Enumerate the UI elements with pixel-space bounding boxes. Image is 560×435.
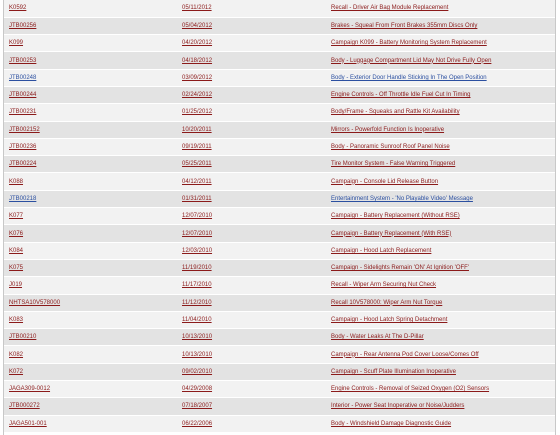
table-cell — [177, 52, 326, 69]
recall-id-link[interactable]: K084 — [9, 247, 24, 254]
table-row — [4, 208, 555, 225]
recall-date-link[interactable]: 12/07/2010 — [182, 213, 213, 220]
table-row — [4, 190, 555, 207]
recall-description-link[interactable]: Engine Controls - Removal of Seized Oxygen (O2) Sensors — [331, 386, 490, 393]
recall-description-link[interactable]: Mirrors - Powerfold Function Is Inoperative — [331, 126, 445, 133]
table-cell — [4, 190, 177, 207]
recall-date-link[interactable]: 04/18/2012 — [182, 57, 213, 64]
recall-description-link[interactable]: Campaign - Hood Latch Replacement — [331, 247, 432, 254]
recall-id-link[interactable]: JAGA309-0012 — [9, 386, 51, 393]
table-row — [4, 0, 555, 17]
table-row — [4, 294, 555, 311]
table-row — [4, 156, 555, 173]
recall-date-link[interactable]: 11/19/2010 — [182, 265, 212, 272]
table-cell — [326, 173, 555, 190]
recall-id-link[interactable]: JTB00224 — [9, 161, 37, 168]
table-cell — [326, 415, 555, 432]
table-cell — [4, 329, 177, 346]
table-cell — [326, 190, 555, 207]
table-cell — [177, 0, 326, 17]
table-row — [4, 311, 555, 328]
table-cell — [326, 0, 555, 17]
table-cell — [326, 311, 555, 328]
recall-id-link[interactable]: J019 — [9, 282, 23, 289]
table-cell — [177, 415, 326, 432]
table-cell — [4, 17, 177, 34]
table-cell — [4, 104, 177, 121]
recall-description-link[interactable]: Tire Monitor System - False Warning Triggered — [331, 161, 456, 168]
table-row — [4, 52, 555, 69]
recall-id-link[interactable]: K088 — [9, 178, 24, 185]
table-cell — [326, 259, 555, 276]
table-cell — [4, 277, 177, 294]
recall-id-link[interactable]: K0592 — [9, 5, 27, 12]
table-cell — [4, 242, 177, 259]
recall-date-link[interactable]: 11/04/2010 — [182, 316, 212, 323]
table-cell — [177, 294, 326, 311]
recall-description-link[interactable]: Campaign - Battery Replacement (Without RSE) — [331, 213, 460, 220]
table-cell — [177, 242, 326, 259]
recall-id-link[interactable]: K077 — [9, 213, 24, 220]
recalls-table — [4, 0, 555, 433]
recall-id-link[interactable]: JTB000272 — [9, 403, 40, 410]
table-cell — [4, 415, 177, 432]
table-cell — [177, 69, 326, 86]
table-cell — [177, 259, 326, 276]
recall-id-link[interactable]: JTB00256 — [9, 22, 37, 29]
recall-date-link[interactable]: 03/09/2012 — [182, 74, 213, 81]
recall-id-link[interactable]: JTB00248 — [9, 74, 37, 81]
recall-id-link[interactable]: JTB00218 — [9, 195, 37, 202]
recall-date-link[interactable]: 09/02/2010 — [182, 368, 213, 375]
recall-description-link[interactable]: Interior - Power Seat Inoperative or Noise/Judders — [331, 403, 465, 410]
recall-id-link[interactable]: JAGA501-001 — [9, 420, 47, 427]
recall-description-link[interactable]: Body - Windshield Damage Diagnostic Guide — [331, 420, 452, 427]
table-row — [4, 259, 555, 276]
table-cell — [177, 138, 326, 155]
recall-date-link[interactable]: 02/24/2012 — [182, 92, 213, 99]
table-cell — [177, 346, 326, 363]
recall-id-link[interactable]: JTB00244 — [9, 92, 37, 99]
table-cell — [326, 104, 555, 121]
recalls-panel — [3, 0, 556, 435]
table-cell — [326, 398, 555, 415]
table-row — [4, 329, 555, 346]
table-cell — [4, 346, 177, 363]
table-cell — [4, 294, 177, 311]
table-row — [4, 346, 555, 363]
recall-id-link[interactable]: K075 — [9, 265, 24, 272]
recall-id-link[interactable]: JTB00253 — [9, 57, 37, 64]
table-cell — [4, 173, 177, 190]
table-cell — [4, 156, 177, 173]
recall-description-link[interactable]: Body - Water Leaks At The D-Pillar — [331, 334, 424, 341]
table-cell — [177, 329, 326, 346]
table-cell — [326, 225, 555, 242]
recall-description-link[interactable]: Campaign K099 - Battery Monitoring System Replacement — [331, 40, 487, 47]
recall-id-link[interactable]: JTB00210 — [9, 334, 37, 341]
recall-id-link[interactable]: K082 — [9, 351, 24, 358]
recall-description-link[interactable]: Campaign - Sidelights Remain 'ON' At Ignition 'OFF' — [331, 265, 469, 272]
recall-date-link[interactable]: 04/20/2012 — [182, 40, 213, 47]
table-row — [4, 69, 555, 86]
recall-id-link[interactable]: JTB00231 — [9, 109, 37, 116]
table-cell — [326, 35, 555, 52]
recall-date-link[interactable]: 05/25/2011 — [182, 161, 212, 168]
table-cell — [326, 381, 555, 398]
table-cell — [4, 121, 177, 138]
table-cell — [326, 208, 555, 225]
table-row — [4, 363, 555, 380]
recall-description-link[interactable]: Body - Panoramic Sunroof Roof Panel Noise — [331, 144, 450, 151]
table-cell — [326, 329, 555, 346]
table-cell — [4, 398, 177, 415]
table-row — [4, 104, 555, 121]
table-cell — [4, 35, 177, 52]
table-cell — [326, 242, 555, 259]
table-cell — [177, 311, 326, 328]
table-cell — [326, 363, 555, 380]
recalls-table-body — [4, 0, 555, 432]
recall-date-link[interactable]: 11/12/2010 — [182, 299, 212, 306]
recall-date-link[interactable]: 05/11/2012 — [182, 5, 212, 12]
table-cell — [4, 52, 177, 69]
table-cell — [4, 0, 177, 17]
table-cell — [177, 363, 326, 380]
recall-description-link[interactable]: Body - Luggage Compartment Lid May Not Drive Fully Open — [331, 57, 492, 64]
recall-date-link[interactable]: 04/12/2011 — [182, 178, 212, 185]
table-cell — [177, 381, 326, 398]
recall-description-link[interactable]: Engine Controls - Off Throttle Idle Fuel Cut In Timing — [331, 92, 471, 99]
recall-date-link[interactable]: 04/29/2008 — [182, 386, 213, 393]
recall-date-link[interactable]: 09/19/2011 — [182, 144, 212, 151]
table-row — [4, 277, 555, 294]
recall-date-link[interactable]: 10/13/2010 — [182, 351, 213, 358]
recall-id-link[interactable]: K083 — [9, 316, 24, 323]
table-row — [4, 398, 555, 415]
table-cell — [4, 138, 177, 155]
table-row — [4, 17, 555, 34]
recall-id-link[interactable]: K099 — [9, 40, 24, 47]
recall-id-link[interactable]: JTB002152 — [9, 126, 40, 133]
table-cell — [4, 363, 177, 380]
table-cell — [326, 17, 555, 34]
table-cell — [177, 190, 326, 207]
table-cell — [177, 156, 326, 173]
table-cell — [177, 173, 326, 190]
recall-id-link[interactable]: K072 — [9, 368, 24, 375]
table-cell — [326, 69, 555, 86]
recall-date-link[interactable]: 10/13/2010 — [182, 334, 213, 341]
table-row — [4, 415, 555, 432]
table-row — [4, 173, 555, 190]
table-row — [4, 35, 555, 52]
table-cell — [326, 52, 555, 69]
table-cell — [326, 156, 555, 173]
table-cell — [4, 225, 177, 242]
recall-description-link[interactable]: Campaign - Console Lid Release Button — [331, 178, 439, 185]
recall-date-link[interactable]: 05/04/2012 — [182, 22, 213, 29]
recall-description-link[interactable]: Body - Exterior Door Handle Sticking In The Open Position — [331, 74, 487, 81]
table-row — [4, 381, 555, 398]
table-cell — [177, 121, 326, 138]
table-cell — [177, 86, 326, 103]
table-cell — [177, 104, 326, 121]
recall-date-link[interactable]: 12/03/2010 — [182, 247, 213, 254]
recall-date-link[interactable]: 01/31/2011 — [182, 195, 212, 202]
recall-date-link[interactable]: 10/20/2011 — [182, 126, 212, 133]
table-row — [4, 242, 555, 259]
recall-description-link[interactable]: Brakes - Squeal From Front Brakes 355mm Discs Only — [331, 22, 478, 29]
recall-description-link[interactable]: Body/Frame - Squeaks and Rattle Kit Availability — [331, 109, 460, 116]
table-cell — [4, 259, 177, 276]
table-cell — [4, 311, 177, 328]
recall-description-link[interactable]: Recall 10V578000: Wiper Arm Nut Torque — [331, 299, 443, 306]
table-cell — [4, 208, 177, 225]
recall-description-link[interactable]: Recall - Wiper Arm Securing Nut Check — [331, 282, 437, 289]
table-cell — [326, 86, 555, 103]
table-cell — [177, 208, 326, 225]
table-cell — [326, 277, 555, 294]
table-cell — [326, 346, 555, 363]
recall-description-link[interactable]: Campaign - Scuff Plate Illumination Inoperative — [331, 368, 456, 375]
recall-date-link[interactable]: 12/07/2010 — [182, 230, 213, 237]
recall-description-link[interactable]: Recall - Driver Air Bag Module Replacement — [331, 5, 449, 12]
recall-id-link[interactable]: JTB00236 — [9, 144, 37, 151]
recall-date-link[interactable]: 07/18/2007 — [182, 403, 213, 410]
table-cell — [326, 121, 555, 138]
recall-date-link[interactable]: 06/22/2006 — [182, 420, 213, 427]
table-row — [4, 121, 555, 138]
recall-id-link[interactable]: NHTSA10V578000 — [9, 299, 61, 306]
table-cell — [177, 398, 326, 415]
table-cell — [326, 138, 555, 155]
recall-description-link[interactable]: Campaign - Rear Antenna Pod Cover Loose/Comes Off — [331, 351, 479, 358]
recall-description-link[interactable]: Campaign - Battery Replacement (With RSE) — [331, 230, 452, 237]
table-row — [4, 138, 555, 155]
recall-date-link[interactable]: 01/25/2012 — [182, 109, 213, 116]
recall-date-link[interactable]: 11/17/2010 — [182, 282, 212, 289]
table-row — [4, 86, 555, 103]
table-cell — [4, 381, 177, 398]
recall-description-link[interactable]: Entertainment System - 'No Playable Video' Message — [331, 195, 473, 202]
table-cell — [4, 69, 177, 86]
table-cell — [177, 35, 326, 52]
recall-description-link[interactable]: Campaign - Hood Latch Spring Detachment — [331, 316, 448, 323]
table-row — [4, 225, 555, 242]
table-cell — [4, 86, 177, 103]
table-cell — [177, 225, 326, 242]
table-cell — [326, 294, 555, 311]
recall-id-link[interactable]: K076 — [9, 230, 24, 237]
table-cell — [177, 277, 326, 294]
table-cell — [177, 17, 326, 34]
